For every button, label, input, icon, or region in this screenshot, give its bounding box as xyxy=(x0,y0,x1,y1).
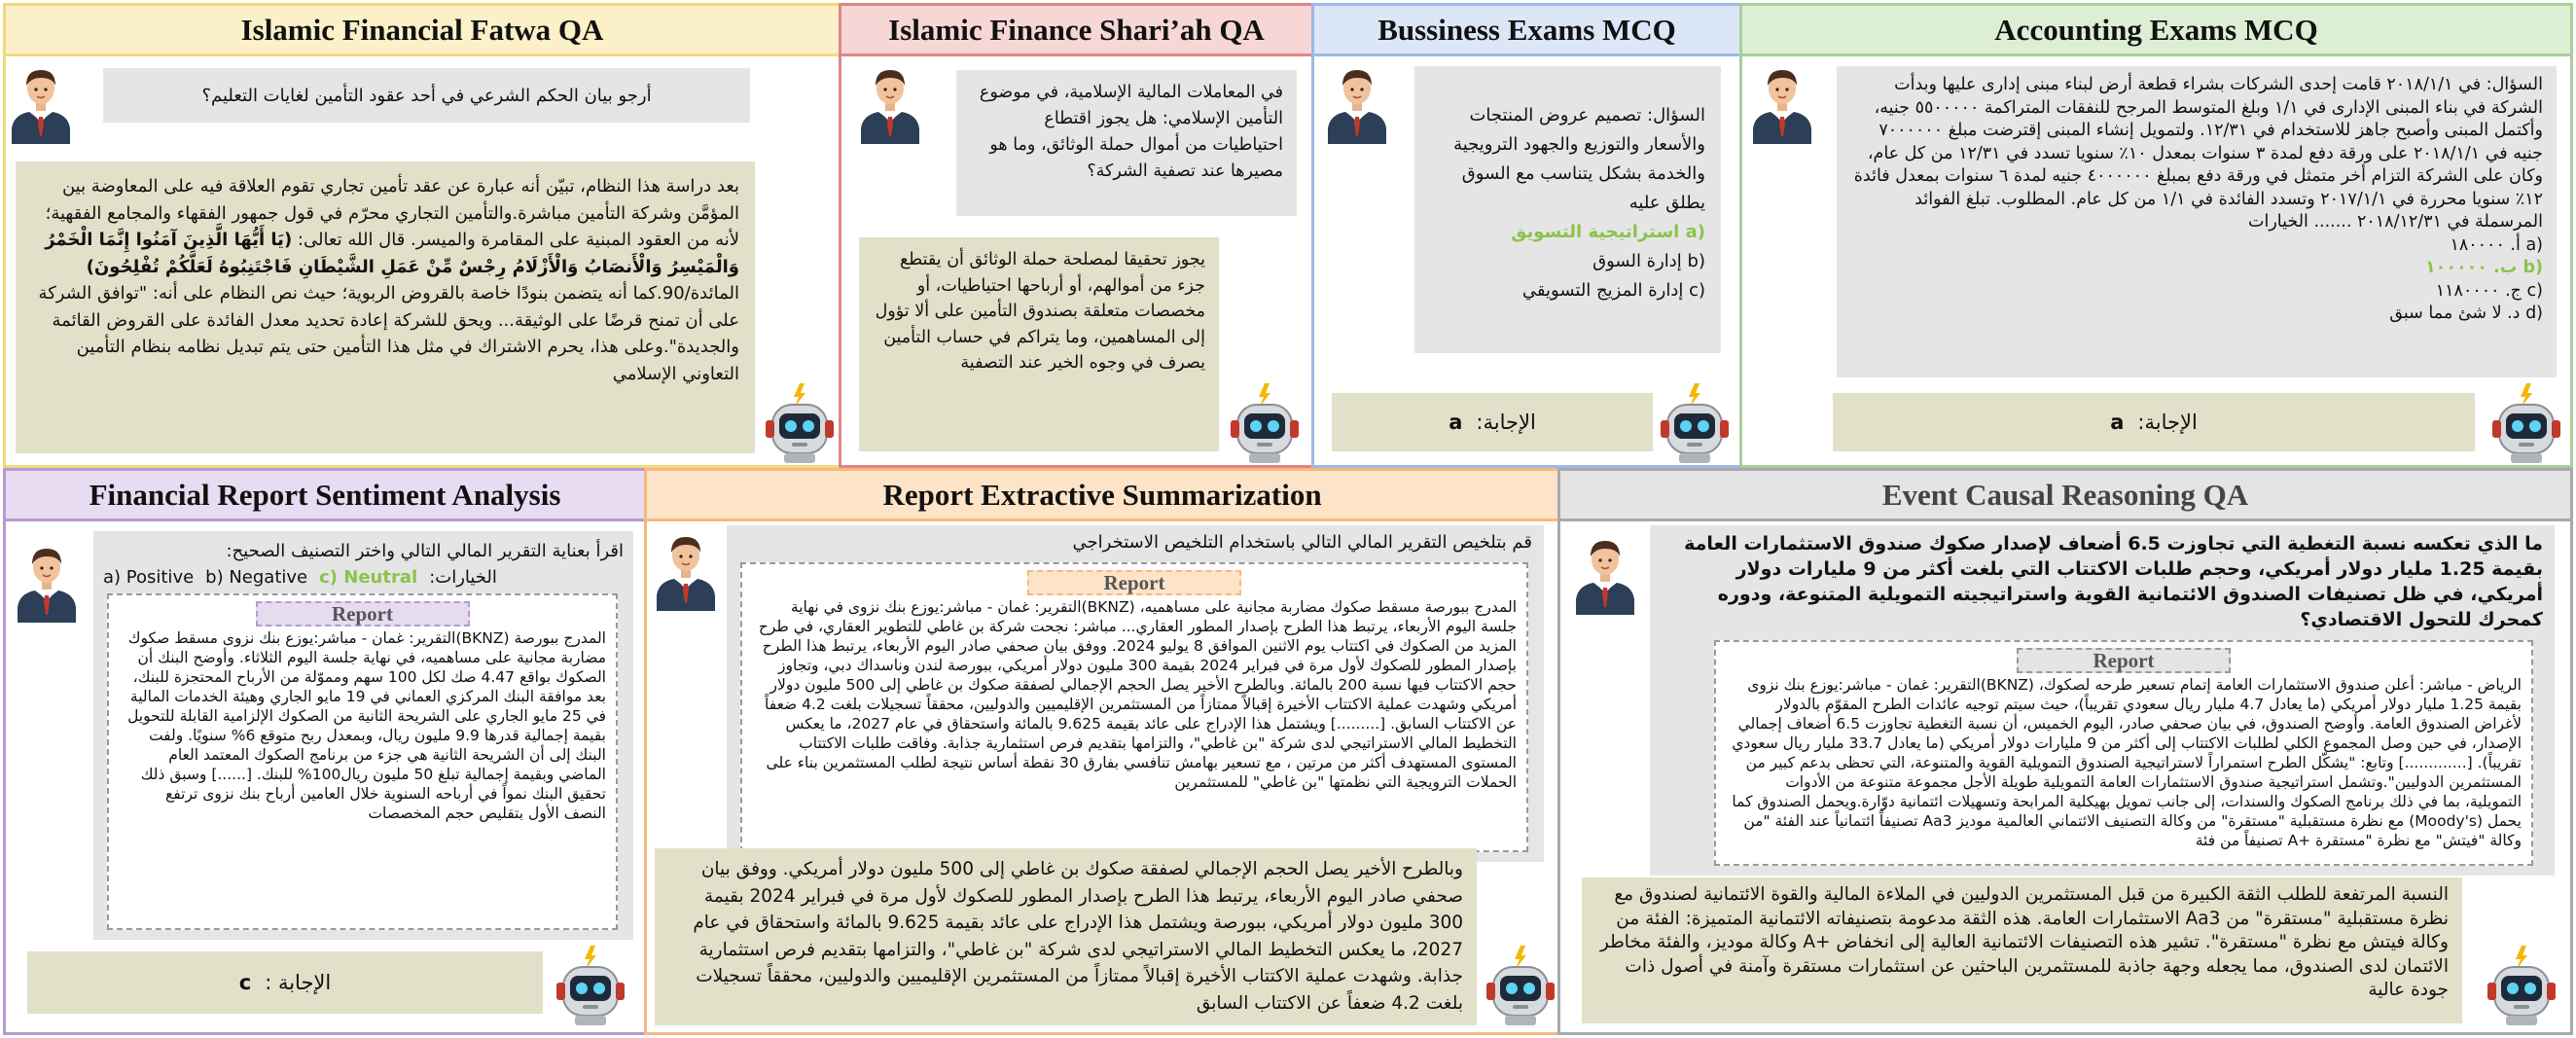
answer-label: الإجابة : xyxy=(265,971,332,994)
robot-assistant-icon xyxy=(2489,381,2563,463)
user-avatar-icon xyxy=(14,541,80,623)
question-bubble xyxy=(103,68,750,123)
accounting-mcq-panel xyxy=(1739,3,2573,468)
user-avatar-icon xyxy=(857,62,923,144)
option-d: d) د. لا شئ مما سبق xyxy=(2389,304,2543,323)
option-b: b) إدارة السوق xyxy=(1592,251,1705,271)
causal-panel xyxy=(1557,468,2573,1035)
option-c: c) ج. ١١٨٠٠٠٠ xyxy=(2435,280,2543,301)
report-text: المدرج ببورصة (BKNZ)التقرير: غمان - مباشر:يوزع بنك نزوى مسقط صكوك مضاربة مجانية على مساهميه، في نهاية جلسة اليوم الثلاثاء. وأوضح البنك أن الصكوك بواقع 4.47 صك لكل 100 سهم ومموّلة من الأرباح المحتجزة للبنك، بعد موافقة البنك المركزي العماني في 19 مايو الجاري وهيئة الخدمات المالية في 25 مايو الجاري على الشريحة الثانية من الصكوك الإلزامية القابلة للتحويل بقيمة إجمالية قدرها 9.9 مليون ريال، وبمعدل ربح متوقع 6% سنويًا. ولفت البنك إلى أن الشريحة الثانية هي جزء من برنامج الصكوك المعتمد العام الماضي وبقيمة إجمالية تبلغ 50 مليون ريال100% للبنك. [......] وسبق ذلك تحقيق البنك نمواً في أرباحه السنوية خلال العامين أرباح بنك نزوى ترتفع النصف الأول بتقليص حجم المخصصات xyxy=(127,629,606,822)
question-bubble xyxy=(727,525,1544,862)
robot-assistant-icon xyxy=(1658,381,1732,463)
answer-value: a xyxy=(2110,411,2125,434)
answer-bubble xyxy=(27,951,543,1014)
answer-value: a xyxy=(1449,411,1463,434)
robot-assistant-icon xyxy=(1484,944,1557,1025)
answer-text-part2: المائدة/90.كما أنه يتضمن بنودًا خاصة بالقروض الربوية؛ حيث نص النظام على أنه: "توافق الشركة على أن تمنح قرضًا على الوثيقة... ويحق للشركة إعادة تحديد معدل الفائدة على القروض القائمة والجديدة".وعلى هذا، يحرم الاشتراك في مثل هذا التأمين حتى يتم تبديل نظامه بنظام التأمين التعاوني الإسلامي xyxy=(38,283,739,384)
robot-assistant-icon xyxy=(2485,944,2558,1025)
answer-value: c xyxy=(238,971,252,994)
shariah-panel xyxy=(839,3,1314,468)
report-text: المدرج ببورصة مسقط صكوك مضاربة مجانية على مساهميه، (BKNZ)التقرير: غمان - مباشر:يوزع بنك نزوى في نهاية جلسة اليوم الأربعاء، يرتبط هذا الطرح بإصدار المطور العقاري... مباشر: نجحت شركة بن غاطي للتطوير العقاري، في طرح المزيد من الصكوك في اكتتاب يوم الاثنين الموافق 8 يوليو 2024. ووفق بيان صحفي صادر اليوم الأربعاء، يرتبط هذا الطرح بإصدار المطور للصكوك لأول مرة في فبراير 2024 بقيمة 300 مليون دولار أمريكي، ببورصة لندن وناسداك دبي، وتجاوز حجم الاكتتاب فيها نسبة 200 بالمائة. وبالطرح الأخير يصل الحجم الإجمالي لصفقة صكوك بن غاطي إلى 500 مليون دولار أمريكي وشهدت عملية الاكتتاب الأخيرة إقبالاً ممتازاً من المستثمرين الإقليميين والدوليين، محققاً تسجيلات بلغت 4.2 ضعفاً عن الاكتتاب السابق. [.........] ويشتمل هذا الإدراج على عائد بقيمة 9.625 بالمائة واستحقاق في عام 2027، ما يعكس التخطيط المالي الاستراتيجي لدى شركة "بن غاطي"، والتزامها بتقديم فرص استثمارية جذابة. وفاقت طلبات الاكتتاب المستوى المستهدف أكثر من مرتين ، مع تسعير بهامش تنافسي بفارق 30 نقطة أساس نتيجة لطلب المستثمرين بناء على الحملات الترويجية التي نظمتها "بن غاطي" للمستثمرين xyxy=(758,598,1517,791)
panel-title: Report Extractive Summarization xyxy=(647,471,1557,521)
answer-bubble xyxy=(859,237,1219,451)
instruction-text: قم بتلخيص التقرير المالي التالي باستخدام التلخيص الاستخراجي xyxy=(1072,532,1532,553)
option-c: c) إدارة المزيج التسويقي xyxy=(1521,280,1705,301)
user-avatar-icon xyxy=(1324,62,1390,144)
question-text: ما الذي تعكسه نسبة التغطية التي تجاوزت 6.5 أضعاف لإصدار صكوك صندوق الاستثمارات العامة بقيمة 1.25 مليار دولار أمريكي، وحجم طلبات الاكتتاب التي بلغت أكثر من 9 مليارات دولار أمريكي، في ظل تصنيفات الصندوق الائتمانية القوية واستراتيجيته التمويلية المتنوعة، ودوره كمحرك للتحول الاقتصادي؟ xyxy=(1684,533,2543,630)
choice-c: c) Neutral xyxy=(319,567,418,588)
report-box xyxy=(1714,640,2533,866)
summarization-panel xyxy=(644,468,1560,1035)
choices-row xyxy=(103,565,624,590)
report-text: الرياض - مباشر: أعلن صندوق الاستثمارات العامة إتمام تسعير طرحه لصكوك، (BKNZ)التقرير: غمان - مباشر:يوزع بنك نزوى بقيمة 1.25 مليار دولار أمريكي (ما يعادل 4.7 مليار ريال سعودي تقريباً)، حيث سيتم توجيه عائدات الطرح المقوّم بالدولار لأغراض الصندوق العامة. وأوضح الصندوق، في بيان صحفي صادر، اليوم الخميس، أن نسبة التغطية تجاوزت 6.5 أضعاف إجمالي الإصدار، في حين وصل المجموع الكلي لطلبات الاكتتاب إلى أكثر من 9 مليارات دولار أمريكي (ما يعادل 33.7 مليار ريال سعودي تقريباً). [.............] وتابع: "يشكّل الطرح استمراراً لاستراتيجية الصندوق التمويلية القوية والمتنوعة، التي تحظى بدعم كبير من المستثمرين الدوليين".وتشمل استراتيجية صندوق الاستثمارات العامة التمويلية طويلة الأجل مجموعة متنوعة من الأدوات التمويلية، بما في ذلك برنامج الصكوك والسندات، إلى جانب تمويل بهيكلية المرابحة وتسهيلات ائتمانية دوّارة.ويحمل الصندوق كما يحمل (Moody's) مع نظرة مستقبلية "مستقرة" من وكالة التصنيف الائتماني العالمية موديز Aa3 تصنيفاً ائتمانياً عند الفئة "من وكالة "فيتش" مع نظرة "مستقرة +A تصنيفاً من فئة xyxy=(1732,676,2522,849)
sentiment-panel xyxy=(3,468,647,1035)
robot-assistant-icon xyxy=(554,944,627,1025)
answer-text: النسبة المرتفعة للطلب الثقة الكبيرة من قبل المستثمرين الدوليين في الملاءة المالية والقوة الائتمانية لصندوق مع نظرة مستقبلية "مستقرة" من Aa3 الاستثمارات العامة. هذه الثقة مدعومة بتصنيفاته الائتمانية المتميزة: الفئة من وكالة فيتش مع نظرة "مستقرة". تشير هذه التصنيفات الائتمانية العالية إلى انخفاض +A وكالة موديز، والفئة مخاطر الائتمان لدى الصندوق، مما يجعله وجهة جاذبة للمستثمرين الباحثين عن استثمارات مستقرة وآمنة في أصول ذات جودة عالية xyxy=(1599,884,2449,1000)
question-text: في المعاملات المالية الإسلامية، في موضوع التأمين الإسلامي: هل يجوز اقتطاع احتياطيات من أموال حملة الوثائق، وما هو مصيرها عند تصفية الشركة؟ xyxy=(979,83,1283,181)
report-box xyxy=(107,593,618,930)
answer-bubble xyxy=(1332,393,1653,451)
question-text: أرجو بيان الحكم الشرعي في أحد عقود التأمين لغايات التعليم؟ xyxy=(201,85,652,106)
answer-text-part1: بعد دراسة هذا النظام، تبيّن أنه عبارة عن عقد تأمين تجاري تقوم العلاقة فيه على المعاوضة بين المؤمَّن وشركة التأمين مباشرة.والتأمين التجاري محرّم في قول جمهور الفقهاء والمجامع الفقهية؛ لأنه من العقود المبنية على المقامرة والميسر. قال الله تعالى: xyxy=(45,176,739,250)
user-avatar-icon xyxy=(1749,62,1815,144)
user-avatar-icon xyxy=(653,529,719,611)
user-avatar-icon xyxy=(1572,533,1638,615)
option-a: a) استراتيجية التسويق xyxy=(1511,222,1705,242)
question-bubble xyxy=(93,531,633,940)
question-bubble xyxy=(1837,66,2557,377)
panel-title: Financial Report Sentiment Analysis xyxy=(6,471,644,521)
question-text: السؤال: تصميم عروض المنتجات والأسعار والتوزيع والجهود الترويجية والخدمة بشكل يتناسب مع السوق يطلق عليه xyxy=(1453,105,1705,213)
answer-bubble xyxy=(1833,393,2475,451)
panel-title: Bussiness Exams MCQ xyxy=(1314,6,1739,56)
option-b: b) ب. ١٠٠٠٠٠ xyxy=(2424,258,2543,277)
report-label: Report xyxy=(2017,648,2231,673)
answer-text: يجوز تحقيقا لمصلحة حملة الوثائق أن يقتطع جزء من أموالهم، أو أرباحها احتياطيات، أو مخصصات متعلقة بصندوق التأمين على ألا تؤول إلى المساهمين، وما يتراكم في حساب التأمين يصرف في وجوه الخير عند التصفية xyxy=(875,250,1205,373)
answer-text: وبالطرح الأخير يصل الحجم الإجمالي لصفقة صكوك بن غاطي إلى 500 مليون دولار أمريكي. ووفق بيان صحفي صادر اليوم الأربعاء، يرتبط هذا الطرح بإصدار المطور للصكوك لأول مرة في فبراير 2024 بقيمة 300 مليون دولار أمريكي، ببورصة ويشتمل هذا الإدراج على عائد بقيمة 9.625 بالمائة واستحقاق في عام 2027، ما يعكس التخطيط المالي الاستراتيجي لدى شركة "بن غاطي"، والتزامها بتقديم فرص استثمارية جذابة. وشهدت عملية الاكتتاب الأخيرة إقبالاً ممتازاً من المستثمرين الإقليميين والدوليين، محققاً تسجيلات بلغت 4.2 ضعفاً عن الاكتتاب السابق xyxy=(693,859,1463,1014)
question-text: السؤال: في ٢٠١٨/١/١ قامت إحدى الشركات بشراء قطعة أرض لبناء مبنى إدارى عليها وبدأت الشركة في بناء المبنى الإدارى في ١/١ وبلغ المتوسط المرجح للنفقات المتراكمة ٥٥٠٠٠٠٠ جنيه، وأكتمل المبنى وأصبح جاهز للاستخدام في ١٢/٣١. ولتمويل إنشاء المبنى إقترضت مبلغ ٧٠٠٠٠٠٠ جنيه في ٢٠١٨/١/١ على ورقة دفع لمدة ٣ سنوات بمعدل ١٠٪ سنويا تسدد في ١٢/٣١ من كل عام، وكان على الشركة التزام أخر متمثل في ورقة دفع بمبلغ ٤٠٠٠٠٠٠ جنيه لمدة ٦ سنوات بمعدل فائدة ١٢٪ سنويا محررة في ٢٠١٧/١/١ وتسدد الفائدة في ١/١ من كل عام. المطلوب. تبلغ الفوائد المرسملة في ٢٠١٨/١٢/٣١ ....... الخيارات xyxy=(1853,75,2543,232)
fatwa-panel xyxy=(3,3,841,468)
option-a: a) أ. ١٨٠٠٠٠ xyxy=(2450,234,2543,255)
choices-label: الخيارات: xyxy=(429,567,497,588)
answer-bubble xyxy=(1582,877,2462,1023)
quran-verse: (يَا أَيُّهَا الَّذِينَ آمَنُوا إِنَّمَا الْخَمْرُ وَالْمَيْسِرُ وَالْأَنصَابُ وَالْأَزْلَامُ رِجْسٌ مِّنْ عَمَلِ الشَّيْطَانِ فَاجْتَنِبُوهُ لَعَلَّكُمْ تُفْلِحُونَ) xyxy=(45,230,739,277)
choice-a: a) Positive xyxy=(103,567,195,588)
panel-title: Islamic Financial Fatwa QA xyxy=(6,6,839,56)
choice-b: b) Negative xyxy=(205,567,308,588)
panel-title: Accounting Exams MCQ xyxy=(1742,6,2570,56)
answer-label: الإجابة: xyxy=(2137,411,2198,434)
panel-title: Event Causal Reasoning QA xyxy=(1560,471,2570,521)
answer-bubble xyxy=(655,848,1477,1025)
business-mcq-panel xyxy=(1311,3,1742,468)
panel-title: Islamic Finance Shari’ah QA xyxy=(841,6,1311,56)
instruction-text: اقرأ بعناية التقرير المالي التالي واختر التصنيف الصحيح: xyxy=(226,541,624,561)
question-bubble xyxy=(956,70,1297,216)
report-label: Report xyxy=(256,601,470,626)
answer-bubble xyxy=(16,161,755,453)
question-bubble xyxy=(1414,66,1721,353)
robot-assistant-icon xyxy=(1228,381,1302,463)
robot-assistant-icon xyxy=(763,381,837,463)
user-avatar-icon xyxy=(8,62,74,144)
report-box xyxy=(740,562,1528,852)
report-label: Report xyxy=(1027,570,1241,595)
question-bubble xyxy=(1650,525,2555,876)
answer-label: الإجابة: xyxy=(1476,411,1536,434)
